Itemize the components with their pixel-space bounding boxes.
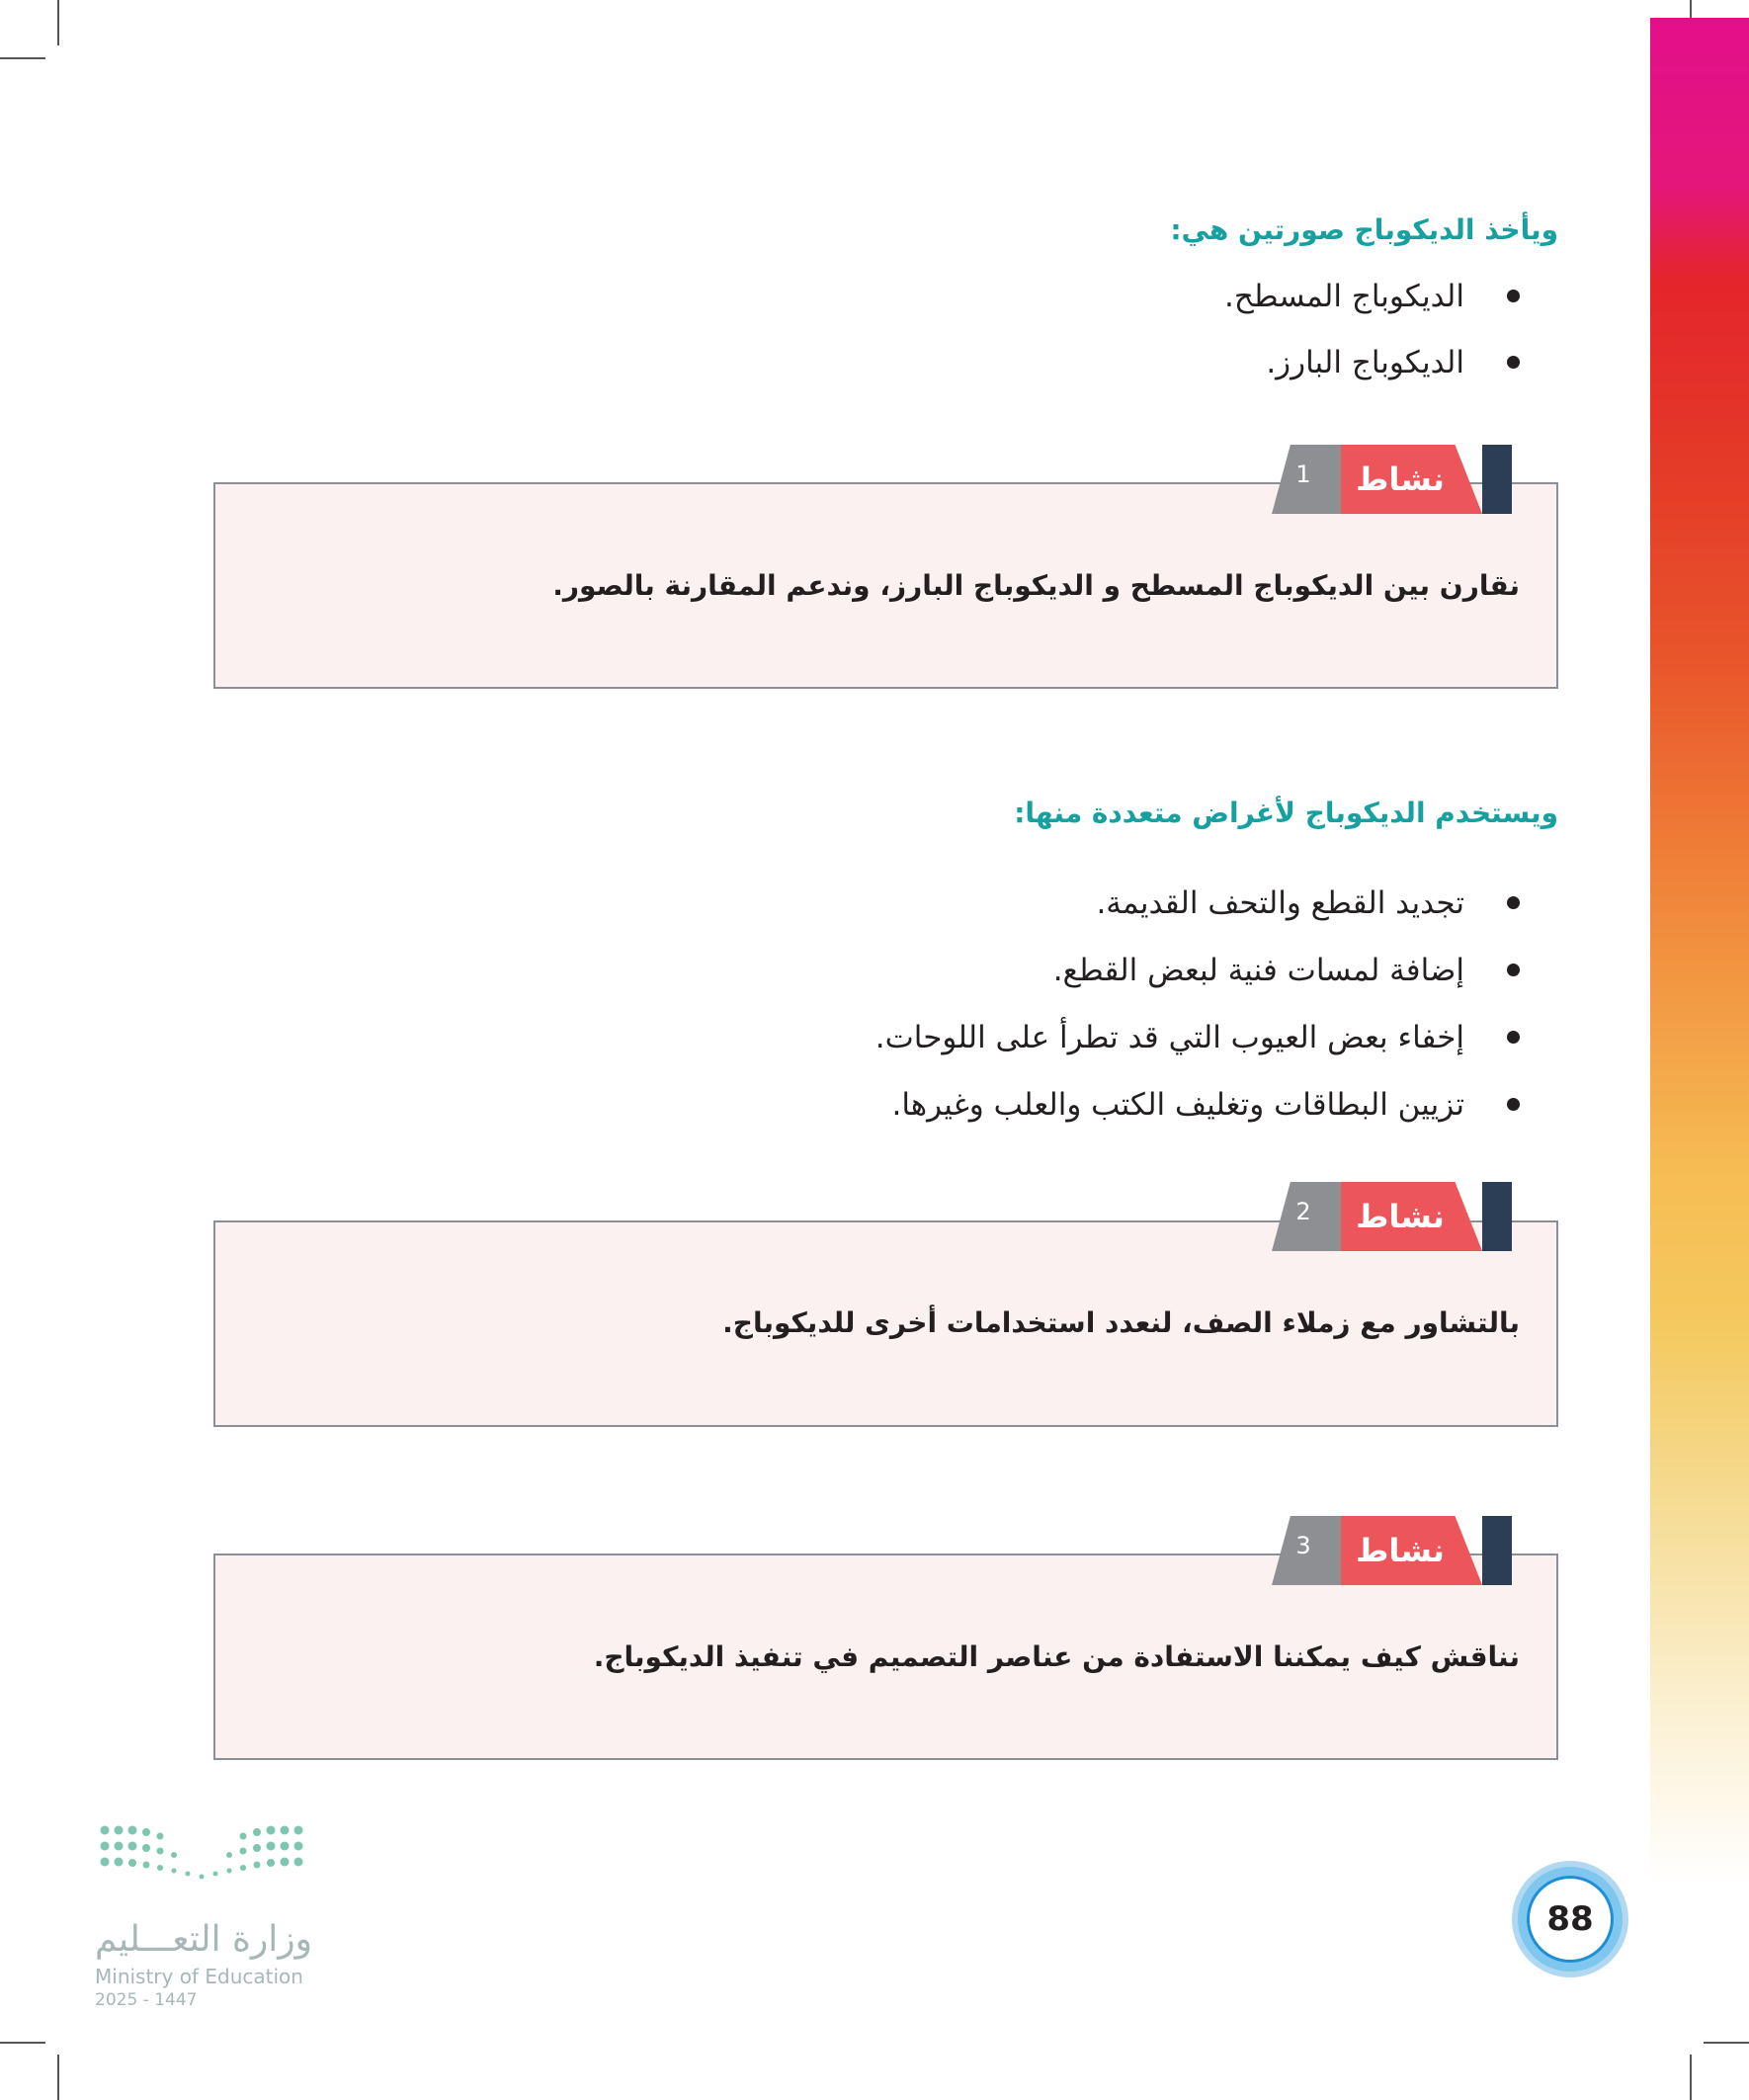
crop-mark: [0, 57, 45, 59]
list-item: إضافة لمسات فنية لبعض القطع.: [875, 954, 1464, 987]
crop-mark: [1690, 2055, 1692, 2100]
bullet-icon: [1507, 1098, 1520, 1111]
activity-label: نشاط: [1356, 1532, 1445, 1569]
list-item: تجديد القطع والتحف القديمة.: [875, 886, 1464, 920]
list-item: الديكوباج المسطح.: [1224, 280, 1464, 313]
forms-list: [1224, 280, 1464, 379]
list-item: الديكوباج البارز.: [1224, 346, 1464, 379]
section-title-forms: ويأخذ الديكوباج صورتين هي:: [1170, 213, 1558, 246]
bullet-icon: [1507, 356, 1520, 369]
list-item: تزيين البطاقات وتغليف الكتب والعلب وغيرها.: [875, 1088, 1464, 1122]
activity-label: نشاط: [1356, 1198, 1445, 1235]
activity-prompt-3: نناقش كيف يمكننا الاستفادة من عناصر التصميم في تنفيذ الديكوباج.: [593, 1640, 1520, 1673]
activity-tab-accent: [1482, 1516, 1512, 1585]
activity-number: 2: [1295, 1198, 1311, 1225]
crop-mark: [0, 2042, 45, 2044]
uses-list: [875, 886, 1464, 1122]
crop-mark: [57, 0, 59, 45]
activity-label: نشاط: [1356, 461, 1445, 498]
crop-mark: [57, 2055, 59, 2100]
bullet-icon: [1507, 1031, 1520, 1044]
activity-number: 3: [1295, 1532, 1311, 1559]
list-item: إخفاء بعض العيوب التي قد تطرأ على اللوحات.: [875, 1021, 1464, 1054]
activity-tab-accent: [1482, 445, 1512, 514]
activity-prompt-2: بالتشاور مع زملاء الصف، لنعدد استخدامات أخرى للديكوباج.: [722, 1306, 1520, 1339]
section-title-uses: ويستخدم الديكوباج لأغراض متعددة منها:: [1014, 797, 1558, 829]
ministry-dots-icon: [95, 1820, 312, 1890]
ministry-logo: [95, 1820, 322, 2008]
page-number: 88: [1527, 1876, 1614, 1963]
activity-tab-accent: [1482, 1182, 1512, 1251]
decorative-side-band: [1650, 18, 1749, 1886]
crop-mark: [1704, 2042, 1749, 2044]
bullet-icon: [1507, 290, 1520, 302]
ministry-year: 2025 - 1447: [95, 1990, 198, 2010]
activity-number: 1: [1295, 461, 1311, 488]
bullet-icon: [1507, 896, 1520, 909]
ministry-name-arabic: وزارة التعـــليم: [95, 1919, 313, 1960]
bullet-icon: [1507, 964, 1520, 976]
ministry-name-english: Ministry of Education: [95, 1965, 303, 1988]
activity-prompt-1: نقارن بين الديكوباج المسطح و الديكوباج البارز، وندعم المقارنة بالصور.: [552, 569, 1520, 602]
